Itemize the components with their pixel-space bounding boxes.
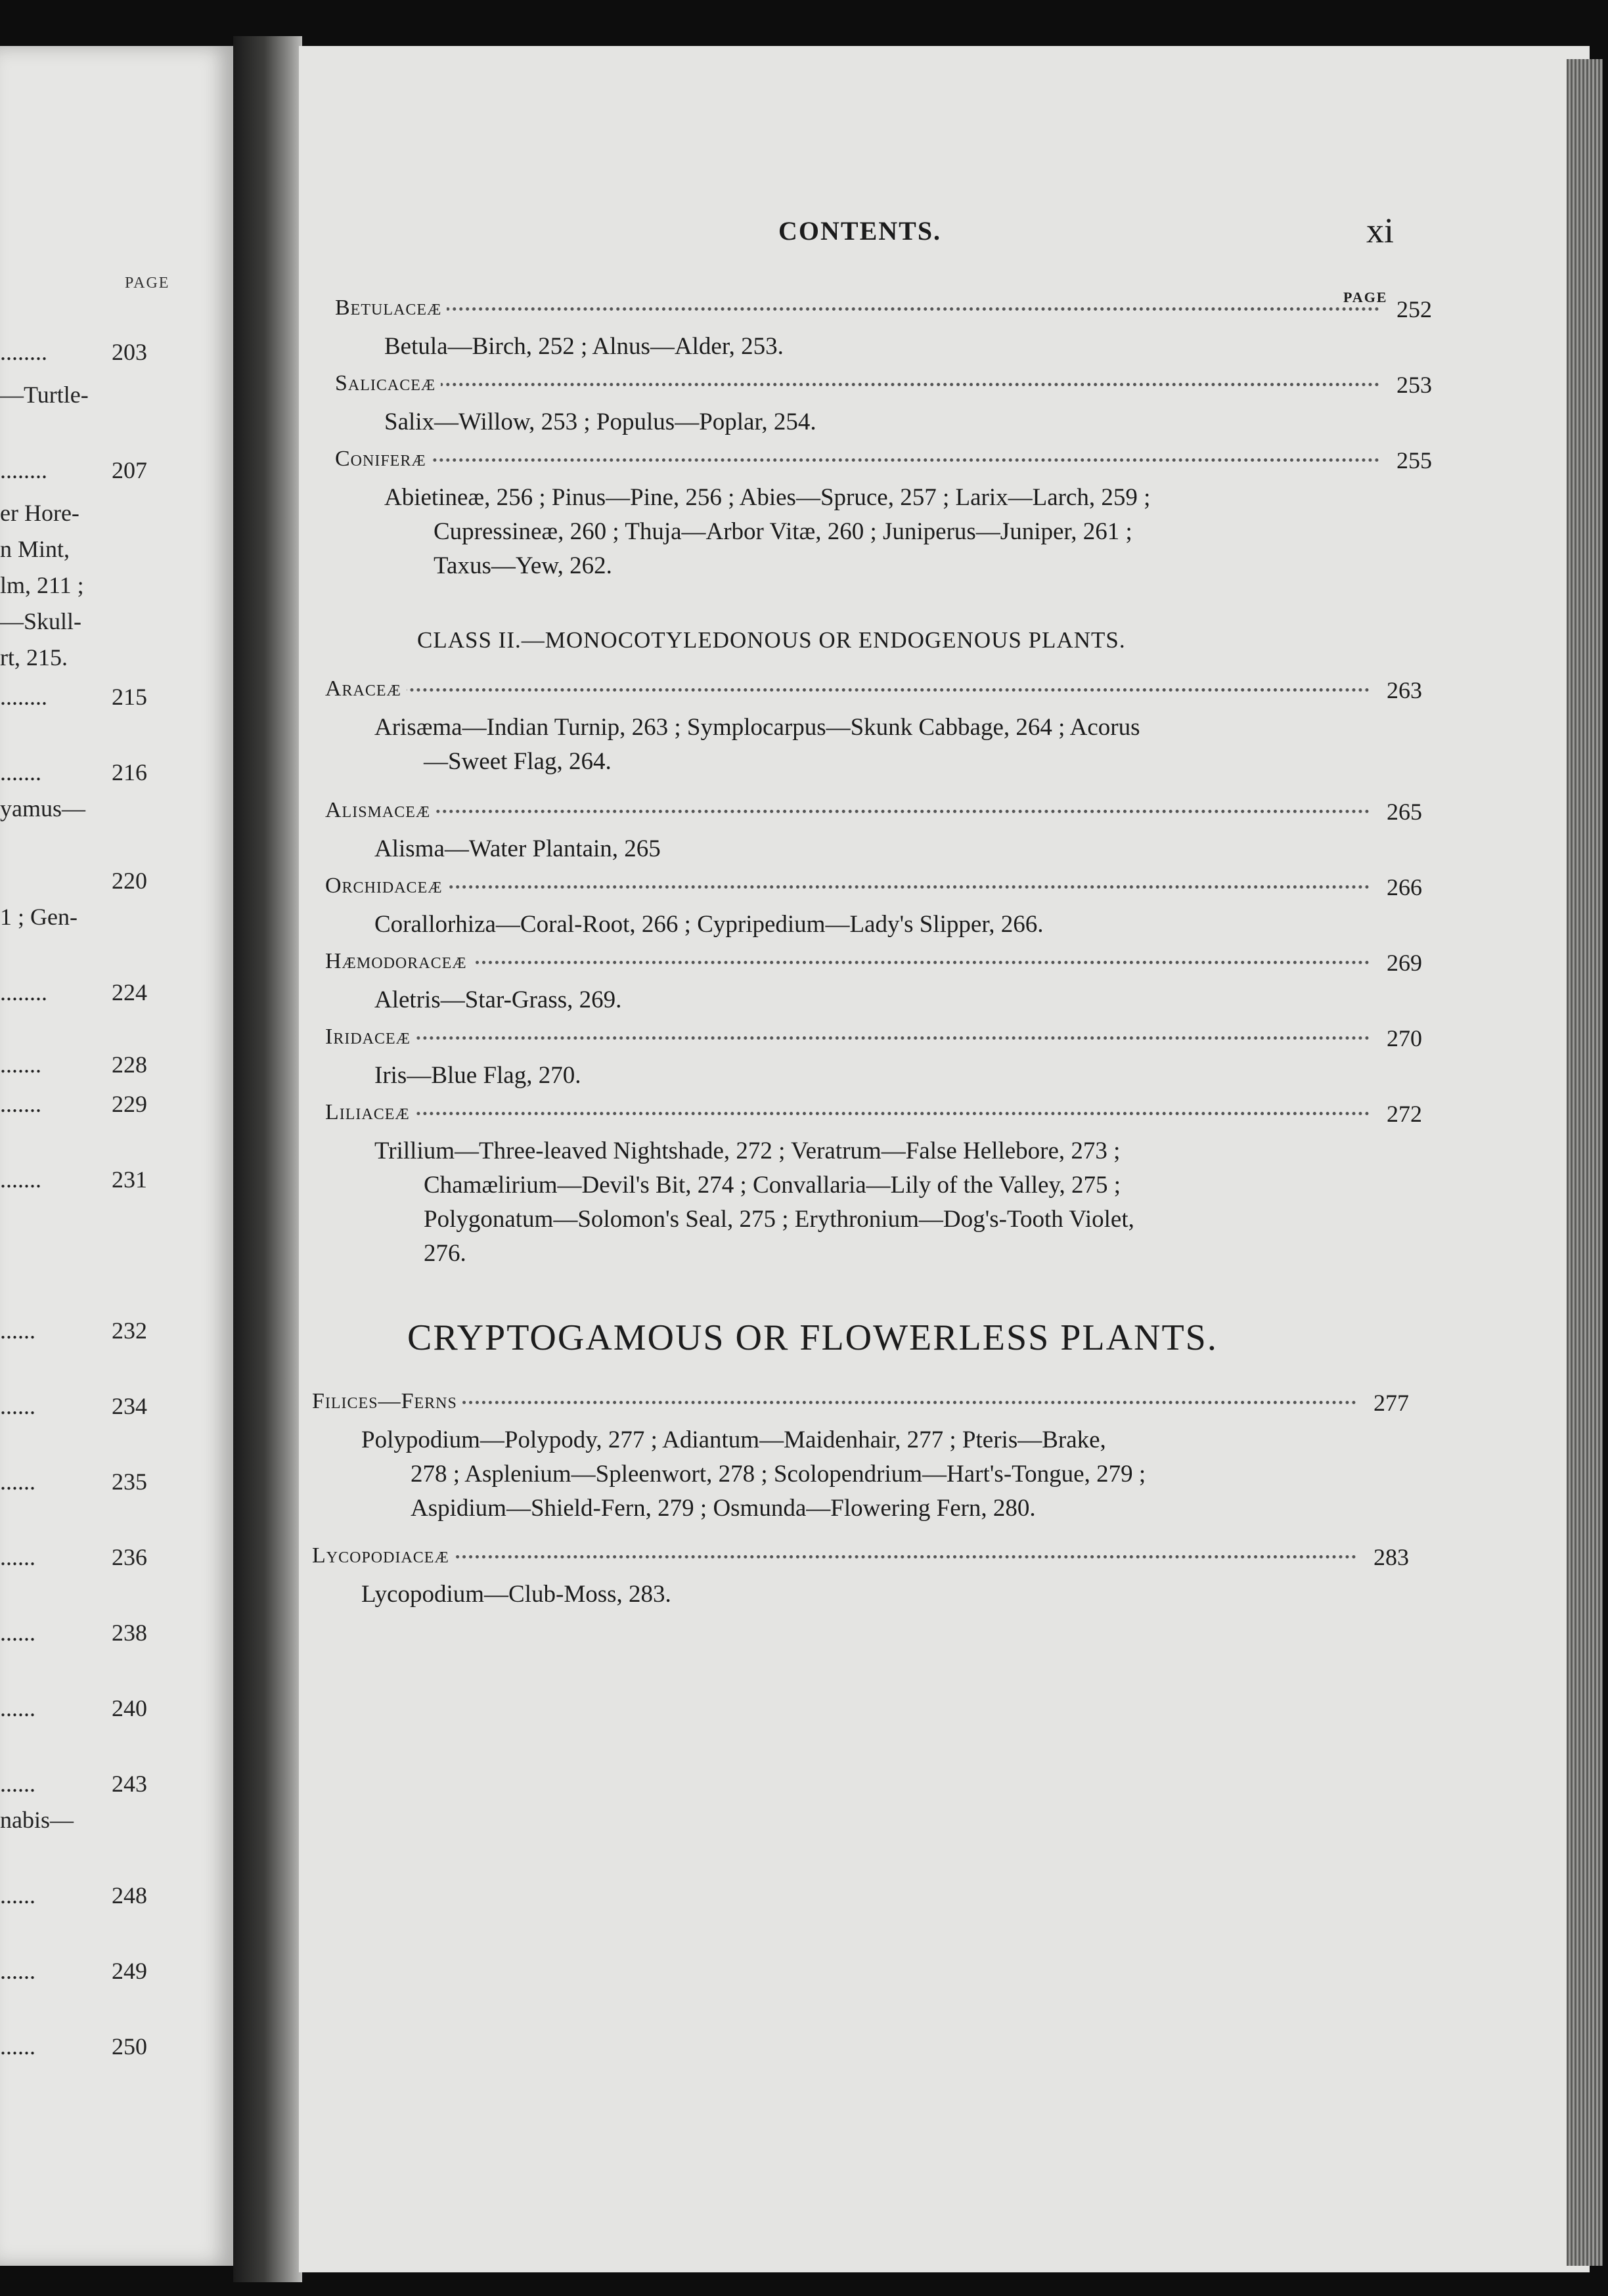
previous-page-line — [0, 1882, 164, 1909]
entry-heading-row — [325, 949, 1442, 983]
previous-page-line — [0, 1090, 164, 1118]
previous-page-line-page-number: 231 — [112, 1166, 147, 1193]
previous-page-line-text: ...... — [0, 1620, 35, 1646]
previous-page-line — [0, 381, 164, 408]
genera-line: Betula—Birch, 252 ; Alnus—Alder, 253. — [384, 333, 784, 360]
contents-entry — [335, 371, 1452, 439]
class-heading: CLASS II.—MONOCOTYLEDONOUS OR ENDOGENOUS PLANTS. — [417, 627, 1126, 653]
contents-page — [299, 46, 1590, 2272]
genera-line: Aletris—Star-Grass, 269. — [374, 986, 622, 1013]
entry-page-number: 265 — [1381, 798, 1422, 826]
previous-page-line-text: ...... — [0, 1544, 35, 1570]
genera-line: Polypodium—Polypody, 277 ; Adiantum—Maidenhair, 277 ; Pteris—Brake, — [361, 1426, 1106, 1453]
genera-line: Aspidium—Shield-Fern, 279 ; Osmunda—Flowering Fern, 280. — [411, 1495, 1036, 1522]
entry-genera-list — [325, 1134, 1442, 1271]
entry-genera-list — [325, 1059, 1442, 1093]
contents-entry — [312, 1389, 1429, 1526]
genera-line: —Sweet Flag, 264. — [424, 748, 612, 775]
entry-page-number: 277 — [1368, 1389, 1409, 1417]
dot-leaders — [335, 307, 1379, 311]
previous-page-line — [0, 571, 164, 599]
previous-page-line — [0, 1806, 164, 1834]
dot-leaders — [312, 1555, 1356, 1558]
previous-page-line-text: yamus— — [0, 795, 85, 822]
entry-heading-row — [312, 1389, 1429, 1423]
previous-page-line — [0, 759, 164, 786]
cryptogamous-heading: CRYPTOGAMOUS OR FLOWERLESS PLANTS. — [407, 1317, 1218, 1358]
previous-page-line — [0, 644, 164, 671]
family-name: Araceæ — [325, 676, 407, 701]
entry-genera-list — [325, 832, 1442, 866]
previous-page-line-page-number: 215 — [112, 684, 147, 710]
previous-page-line-text: ...... — [0, 1468, 35, 1495]
previous-page-line-page-number: 248 — [112, 1882, 147, 1909]
family-name: Betulaceæ — [335, 296, 447, 320]
contents-entry — [335, 447, 1452, 583]
previous-page-line-text: nabis— — [0, 1807, 74, 1833]
previous-page-line — [0, 607, 164, 635]
dot-leaders — [325, 688, 1370, 692]
entry-page-number: 255 — [1391, 447, 1432, 474]
previous-page-line — [0, 795, 164, 822]
page-column-label: PAGE — [1343, 289, 1388, 305]
previous-page-line-page-number: 243 — [112, 1771, 147, 1797]
contents-entry — [312, 1543, 1429, 1612]
contents-entry — [325, 798, 1442, 866]
previous-page-line — [0, 338, 164, 366]
entry-genera-list — [335, 330, 1452, 364]
previous-page-line — [0, 903, 164, 931]
contents-entry — [325, 949, 1442, 1017]
previous-page-line — [0, 1770, 164, 1798]
page-number: xi — [1366, 211, 1395, 250]
previous-page-line-page-number: 250 — [112, 2033, 147, 2060]
dot-leaders — [325, 961, 1370, 964]
contents-entry — [325, 873, 1442, 942]
previous-page-line-text: ...... — [0, 1393, 35, 1419]
previous-page-line — [0, 1543, 164, 1571]
previous-page-line — [0, 499, 164, 527]
family-name: Liliaceæ — [325, 1100, 415, 1125]
entry-genera-list — [312, 1578, 1429, 1612]
previous-page-line-text: ...... — [0, 1882, 35, 1909]
entry-heading-row — [335, 371, 1452, 405]
dot-leaders — [312, 1401, 1356, 1404]
previous-page-line-text: ........ — [0, 684, 47, 710]
genera-line: Corallorhiza—Coral-Root, 266 ; Cypripedium—Lady's Slipper, 266. — [374, 911, 1044, 938]
genera-line: 278 ; Asplenium—Spleenwort, 278 ; Scolopendrium—Hart's-Tongue, 279 ; — [411, 1461, 1146, 1488]
entry-heading-row — [335, 447, 1452, 481]
previous-page — [0, 46, 233, 2266]
previous-page-line-text: ...... — [0, 2033, 35, 2060]
dot-leaders — [335, 458, 1379, 462]
previous-page-line-page-number: 207 — [112, 457, 147, 483]
genera-line: Polygonatum—Solomon's Seal, 275 ; Erythronium—Dog's-Tooth Violet, — [424, 1206, 1134, 1233]
previous-page-line-text: n Mint, — [0, 536, 70, 562]
dot-leaders — [325, 810, 1370, 813]
previous-page-line-text: ...... — [0, 1317, 35, 1344]
genera-line: Chamælirium—Devil's Bit, 274 ; Convallaria—Lily of the Valley, 275 ; — [424, 1172, 1121, 1199]
previous-page-line-text: rt, 215. — [0, 644, 68, 671]
previous-page-line — [0, 683, 164, 711]
previous-page-line-text: er Hore- — [0, 500, 79, 526]
running-head: CONTENTS. — [778, 216, 942, 246]
family-name: Orchidaceæ — [325, 873, 448, 898]
previous-page-line-page-number: 240 — [112, 1695, 147, 1721]
genera-line: Abietineæ, 256 ; Pinus—Pine, 256 ; Abies—Spruce, 257 ; Larix—Larch, 259 ; — [384, 484, 1151, 511]
family-name: Coniferæ — [335, 447, 432, 472]
previous-page-line-text: lm, 211 ; — [0, 572, 84, 598]
family-name: Alismaceæ — [325, 798, 436, 823]
contents-entry — [335, 296, 1452, 364]
entry-page-number: 266 — [1381, 873, 1422, 901]
entry-genera-list — [335, 481, 1452, 583]
previous-page-line-text: ...... — [0, 1695, 35, 1721]
previous-page-line-text: —Skull- — [0, 608, 82, 634]
entry-genera-list — [312, 1423, 1429, 1526]
entry-page-number: 272 — [1381, 1100, 1422, 1128]
entry-genera-list — [335, 405, 1452, 439]
previous-page-line-text: 1 ; Gen- — [0, 904, 78, 930]
previous-page-line — [0, 1957, 164, 1985]
previous-page-line — [0, 535, 164, 563]
previous-page-line-page-number: 203 — [112, 339, 147, 365]
genera-line: Iris—Blue Flag, 270. — [374, 1062, 581, 1089]
genera-line: Arisæma—Indian Turnip, 263 ; Symplocarpus—Skunk Cabbage, 264 ; Acorus — [374, 714, 1140, 741]
entry-heading-row — [312, 1543, 1429, 1578]
entry-page-number: 270 — [1381, 1025, 1422, 1052]
entry-genera-list — [325, 908, 1442, 942]
previous-page-line-page-number: 224 — [112, 979, 147, 1005]
previous-page-line — [0, 1392, 164, 1420]
entry-genera-list — [325, 983, 1442, 1017]
previous-page-line-text: ........ — [0, 457, 47, 483]
previous-page-line-page-number: 238 — [112, 1620, 147, 1646]
family-name: Filices—Ferns — [312, 1389, 462, 1414]
entry-page-number: 283 — [1368, 1543, 1409, 1571]
previous-page-line-page-number: 229 — [112, 1091, 147, 1117]
family-name: Lycopodiaceæ — [312, 1543, 455, 1568]
family-name: Iridaceæ — [325, 1025, 416, 1049]
previous-page-line — [0, 1619, 164, 1646]
entry-heading-row — [325, 676, 1442, 711]
genera-line: Trillium—Three-leaved Nightshade, 272 ; Veratrum—False Hellebore, 273 ; — [374, 1137, 1121, 1164]
contents-entry — [325, 676, 1442, 779]
genera-line: Alisma—Water Plantain, 265 — [374, 835, 661, 862]
book-gutter — [233, 36, 302, 2282]
dot-leaders — [325, 1112, 1370, 1115]
previous-page-line — [0, 1317, 164, 1344]
dot-leaders — [325, 1036, 1370, 1040]
previous-page-line — [0, 456, 164, 484]
genera-line: 276. — [424, 1240, 466, 1267]
previous-page-line-page-number: 228 — [112, 1051, 147, 1078]
dot-leaders — [325, 885, 1370, 889]
entry-page-number: 269 — [1381, 949, 1422, 977]
entry-heading-row — [325, 798, 1442, 832]
family-name: Hæmodoraceæ — [325, 949, 472, 974]
previous-page-line-page-number: 249 — [112, 1958, 147, 1984]
previous-page-line-text: —Turtle- — [0, 382, 89, 408]
entry-page-number: 263 — [1381, 676, 1422, 704]
genera-line: Cupressineæ, 260 ; Thuja—Arbor Vitæ, 260 ; Juniperus—Juniper, 261 ; — [434, 518, 1132, 545]
entry-page-number: 253 — [1391, 371, 1432, 399]
previous-page-line-page-number: 232 — [112, 1317, 147, 1344]
previous-page-line — [0, 1694, 164, 1722]
previous-page-line-page-number: 236 — [112, 1544, 147, 1570]
previous-page-line-text: ....... — [0, 1091, 41, 1117]
contents-entry — [325, 1025, 1442, 1093]
previous-page-line-text: ....... — [0, 1051, 41, 1078]
previous-page-line-text: ....... — [0, 1166, 41, 1193]
page-block-edge — [1567, 59, 1603, 2266]
page-content — [299, 46, 1590, 2272]
previous-page-line-text: ...... — [0, 1771, 35, 1797]
genera-line: Taxus—Yew, 262. — [434, 552, 612, 579]
previous-page-line-page-number: 235 — [112, 1468, 147, 1495]
previous-page-column-label: PAGE — [125, 275, 170, 292]
previous-page-line-text: ........ — [0, 979, 47, 1005]
contents-entry — [325, 1100, 1442, 1271]
previous-page-line — [0, 2033, 164, 2060]
previous-page-line-page-number: 220 — [112, 868, 147, 894]
genera-line: Lycopodium—Club-Moss, 283. — [361, 1581, 671, 1608]
previous-page-line-text: ....... — [0, 759, 41, 785]
previous-page-line — [0, 1051, 164, 1078]
previous-page-line-text: ........ — [0, 339, 47, 365]
genera-line: Salix—Willow, 253 ; Populus—Poplar, 254. — [384, 408, 816, 435]
entry-heading-row — [325, 1025, 1442, 1059]
dot-leaders — [335, 383, 1379, 386]
entry-heading-row — [325, 1100, 1442, 1134]
entry-heading-row — [335, 296, 1452, 330]
previous-page-line-text: ...... — [0, 1958, 35, 1984]
previous-page-line-page-number: 234 — [112, 1393, 147, 1419]
entry-heading-row — [325, 873, 1442, 908]
previous-page-line-page-number: 216 — [112, 759, 147, 785]
previous-page-line — [0, 1468, 164, 1495]
entry-page-number: 252 — [1391, 296, 1432, 323]
previous-page-line — [0, 1166, 164, 1193]
entry-genera-list — [325, 711, 1442, 779]
previous-page-line — [0, 979, 164, 1006]
family-name: Salicaceæ — [335, 371, 441, 396]
